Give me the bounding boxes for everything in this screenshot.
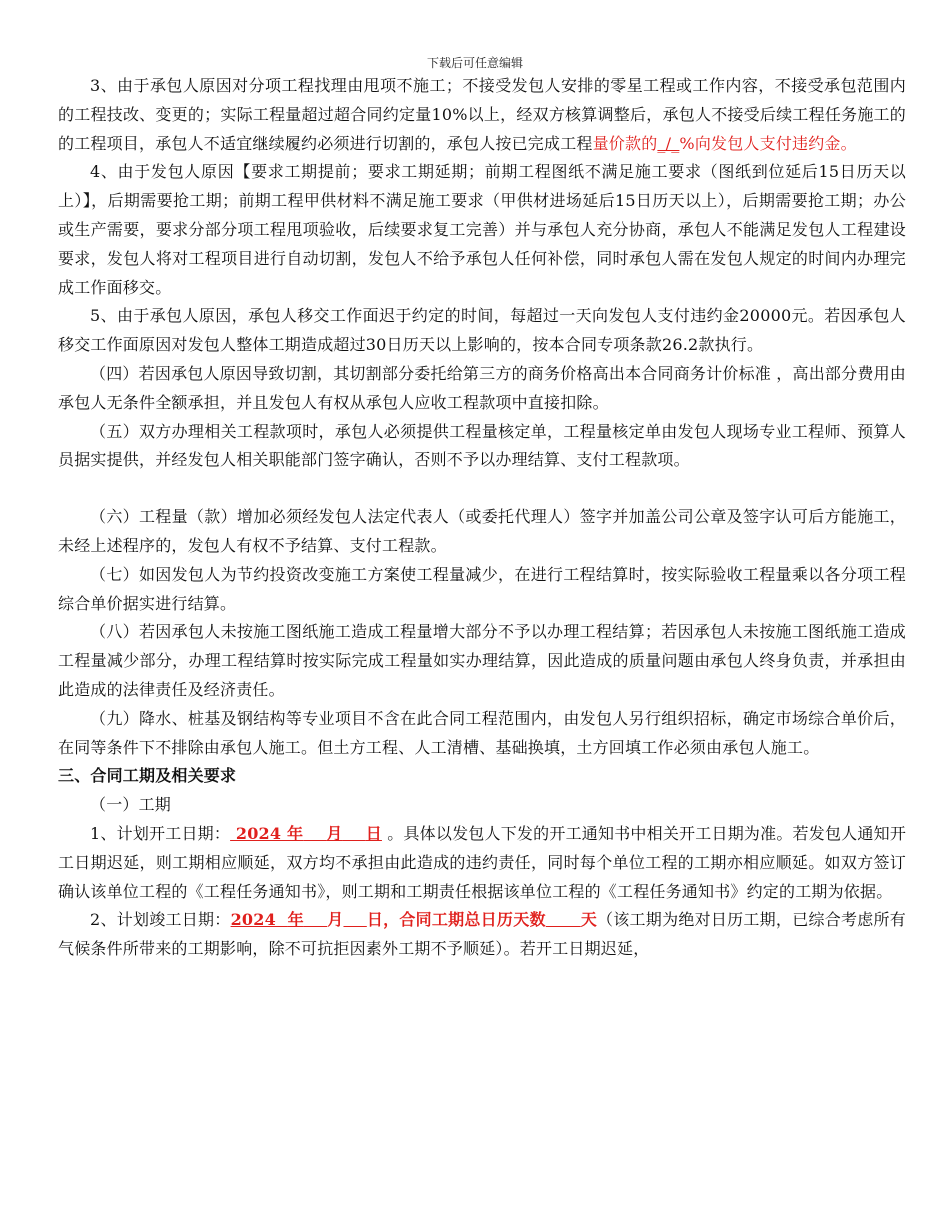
- penalty-rate-blank[interactable]: _/_: [657, 133, 680, 153]
- section-heading-3: 三、合同工期及相关要求: [58, 766, 237, 786]
- clause-ba: （八）若因承包人未按施工图纸施工造成工程量增大部分不予以办理工程结算；若因承包人未按施工图纸施工造成工程量减少部分，办理工程结算时按实际完成工程量如实办理结算，因此造成的质量问题由承包人终身负责，并承担由此造成的法律责任及经济责任。: [58, 622, 906, 699]
- planned-completion-date: 2、计划竣工日期：2024 年 月 日，合同工期总日历天数 天（该工期为绝对日历工期，已综合考虑所有气候条件所带来的工期影响，除不可抗拒因素外工期不予顺延）。若开工日期迟延，: [58, 910, 906, 959]
- start-day-field[interactable]: [343, 824, 366, 843]
- clause-qi: （七）如因发包人为节约投资改变施工方案使工程量减少，在进行工程结算时，按实际验收工程量乘以各分项工程综合单价据实进行结算。: [58, 564, 906, 613]
- clause-wu: （五）双方办理相关工程款项时，承包人必须提供工程量核定单，工程量核定单由发包人现场专业工程师、预算人员据实提供，并经发包人相关职能部门签字确认，否则不予以办理结算、支付工程款项。: [58, 421, 906, 470]
- subheading-duration: （一）工期: [90, 795, 172, 815]
- start-year-field[interactable]: 2024: [230, 823, 287, 843]
- clause-5: 5、由于承包人原因，承包人移交工作面迟于约定的时间，每超过一天向发包人支付违约金20000元。若因承包人移交工作面原因对发包人整体工期造成超过30日历天以上影响的，按本合同专项条款26.2款执行。: [58, 306, 906, 355]
- clause-si: （四）若因承包人原因导致切割，其切割部分委托给第三方的商务价格高出本合同商务计价标准 ，高出部分费用由承包人无条件全额承担，并且发包人有权从承包人应收工程款项中直接扣除。: [58, 363, 906, 412]
- end-month-field[interactable]: [304, 910, 327, 929]
- end-year-field[interactable]: 2024: [230, 910, 288, 930]
- start-month-field[interactable]: [303, 824, 326, 843]
- clause-3: 3、由于承包人原因对分项工程找理由甩项不施工；不接受发包人安排的零星工程或工作内容，不接受承包范围内的工程技改、变更的；实际工程量超过超合同约定量10%以上，经双方核算调整后，承包人不接受后续工程任务施工的的工程项目，承包人不适宜继续履约必须进行切割的，承包人按已完成工程量价款的_/_%向发包人支付违约金。: [58, 76, 906, 153]
- planned-start-date: 1、计划开工日期： 2024 年 月 日 。具体以发包人下发的开工通知书中相关开工日期为准。若发包人通知开工日期迟延，则工期相应顺延，双方均不承担由此造成的违约责任，同时每个单位工程的工期亦相应顺延。如双方签订确认该单位工程的《工程任务通知书》，则工期和工期责任根据该单位工程的《工程任务通知书》约定的工期为依据。: [58, 823, 907, 901]
- clause-liu: （六）工程量（款）增加必须经发包人法定代表人（或委托代理人）签字并加盖公司公章及签字认可后方能施工，未经上述程序的，发包人有权不予结算、支付工程款。: [58, 507, 906, 555]
- clause-4: 4、由于发包人原因【要求工期提前；要求工期延期；前期工程图纸不满足施工要求（图纸到位延后15日历天以上）】，后期需要抢工期；前期工程甲供材料不满足施工要求（甲供材进场延后15日历天以上），后期需要抢工期；办公或生产需要，要求分部分项工程甩项验收，后续要求复工完善）并与承包人充分协商，承包人不能满足发包人工程建设要求，发包人将对工程项目进行自动切割，发包人不给予承包人任何补偿，同时承包人需在发包人规定的时间内办理完成工作面移交。: [58, 162, 906, 297]
- end-date-fields: 2024 年 月 日，合同工期总日历天数 天: [230, 910, 598, 930]
- total-days-field[interactable]: [546, 910, 581, 929]
- start-date-fields: 2024 年 月 日: [230, 823, 382, 843]
- document-body: [58, 72, 906, 964]
- end-day-field[interactable]: [343, 910, 366, 929]
- penalty-rate-text: 量价款的_/_%向发包人支付违约金。: [592, 133, 857, 153]
- page-header: 下载后可任意编辑: [426, 56, 523, 70]
- clause-jiu: （九）降水、桩基及钢结构等专业项目不含在此合同工程范围内，由发包人另行组织招标，确定市场综合单价后，在同等条件下不排除由承包人施工。但土方工程、人工清槽、基础换填，土方回填工作必须由承包人施工。: [58, 708, 906, 757]
